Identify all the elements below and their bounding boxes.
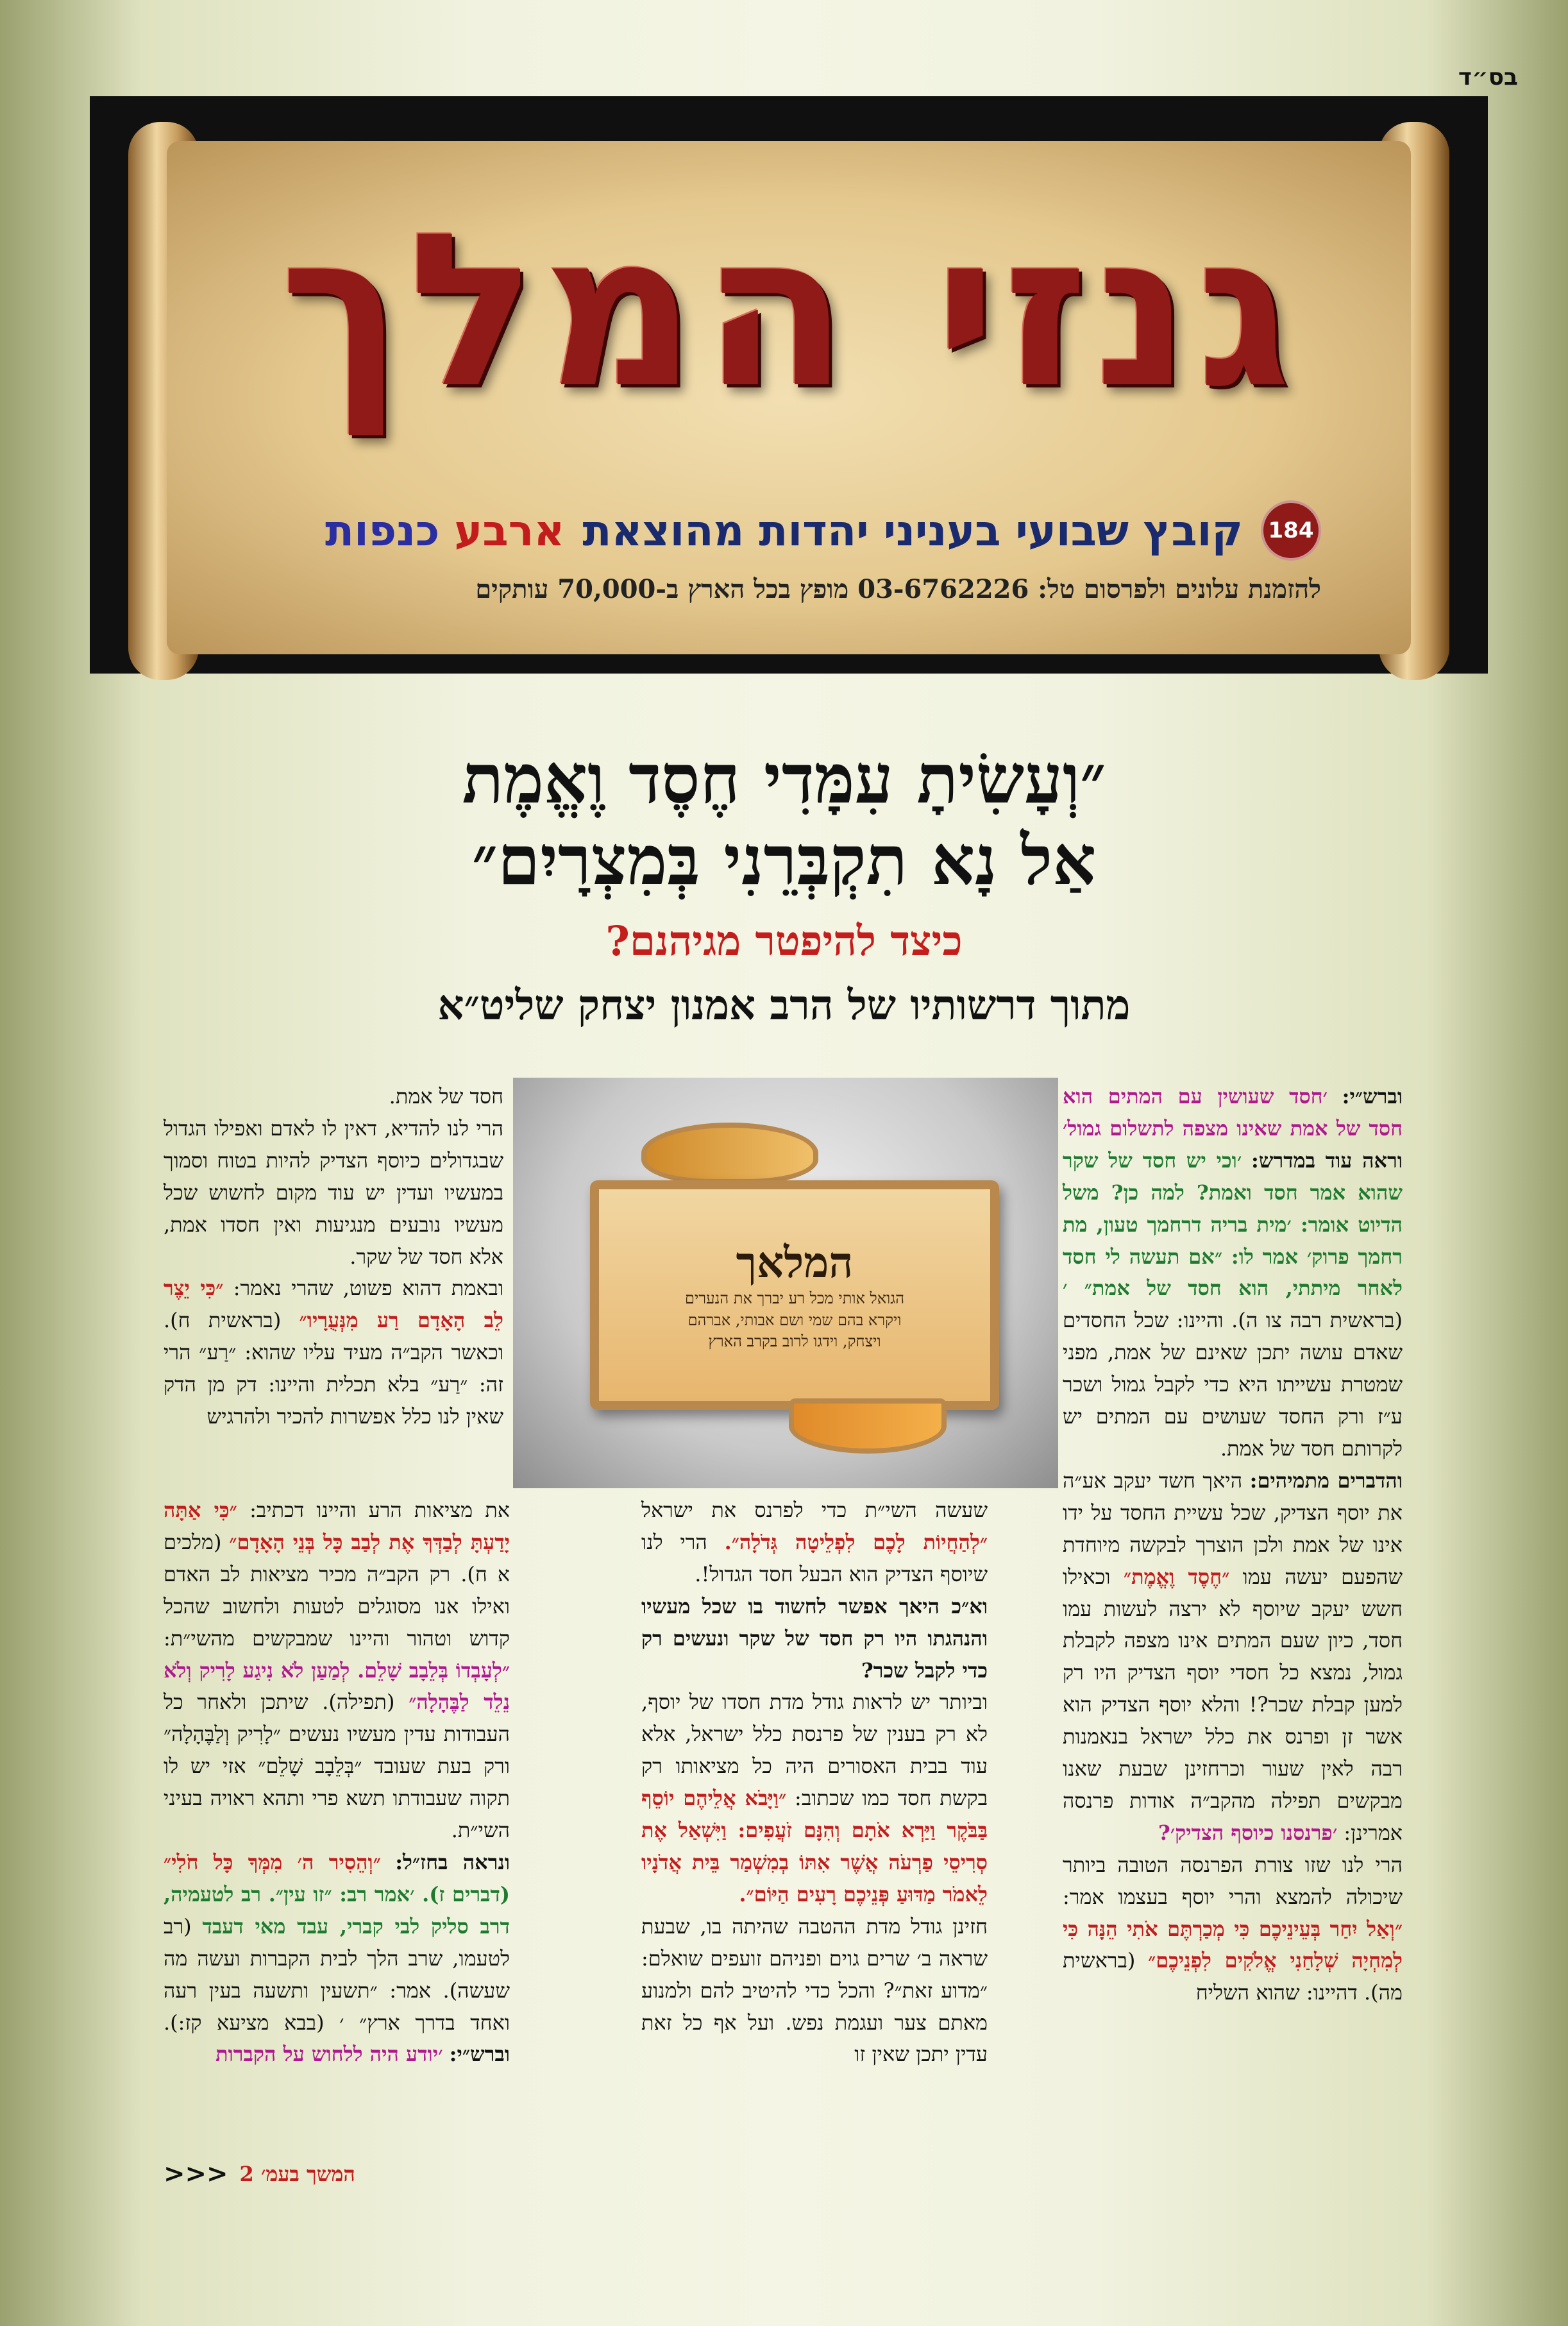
paragraph: והדברים מתמיהים: היאך חשד יעקב אע״ה את יוסף הצדיק, שכל עשיית החסד על ידו אינו של אמת ולכן הוצרך לבקשה מיוחדת שהפעם יעשה עמו ״חֶסֶד וֶאֱמֶת״ וכאילו חשש יעקב שיוסף לא ירצה לעשות עמו חסד, כיון שעם המתים אינו מצפה לקבלת גמול, נמצא כל חסדי יוסף הצדיק היו רק למען קבלת שכר?! והלא יוסף הצדיק הוא אשר זן ופרנס את כלל ישראל בנאמנות רבה לאין שעור וכרחזינן שבעת שאנו מבקשים תפילה מהקב״ה אודות פרנסה אמרינן: ׳פרנסנו כיוסף הצדיק׳?: [1063, 1468, 1403, 1845]
article-column-right: [1063, 1081, 1403, 2009]
paragraph: וביותר יש לראות גודל מדת חסדו של יוסף, לא רק בענין של פרנסת כלל ישראל, אלא עוד בבית האסורים היה כל מציאותו רק בקשת חסד כמו שכתוב: ״וַיָּבֹא אֲלֵיהֶם יוֹסֵף בַּבֹּקֶר וַיַּרְא אֹתָם וְהִנָּם זֹעֲפִים: וַיִּשְׁאַל אֶת סְרִיסֵי פַרְעֹה אֲשֶׁר אִתּוֹ בְמִשְׁמַר בֵּית אֲדֹנָיו לֵאמֹר מַדּוּעַ פְּנֵיכֶם רָעִים הַיּוֹם״.: [641, 1690, 988, 1906]
paragraph: שעשה השי״ת כדי לפרנס את ישראל ״לְהַחֲיוֹת לָכֶם לִפְלֵיטָה גְּדֹלָה״. הרי לנו שיוסף הצדיק הוא הבעל חסד הגדול!.: [641, 1498, 988, 1586]
subtitle: כיצד להיפטר מגיהנם?: [605, 917, 963, 965]
masthead: [90, 96, 1488, 674]
publisher-logo: ארבע כנפות: [325, 505, 565, 556]
tagline: קובץ שבועי בעניני יהדות מהוצאת: [582, 505, 1243, 556]
paragraph: חזינן גודל מדת ההטבה שהיתה בו, שבעת שראה ב׳ שרים גוים ופניהם זועפים שואלם: ״מדוע זאת״? והכל כדי להיטיב להם ולמנוע מאתם צער ועגמת נפש. ועל אף כל זאת עדין יתכן שאין זו: [641, 1914, 988, 2067]
issue-number-badge: 184: [1261, 500, 1321, 561]
advertising-line: להזמנת עלונים ולפרסום טל: 03-6762226 מופץ בכל הארץ ב-70,000 עותקים: [475, 574, 1321, 604]
byline: מתוך דרשותיו של הרב אמנון יצחק שליט״א: [437, 981, 1131, 1030]
arrows-icon: <<<: [164, 2159, 228, 2189]
article-column-middle: [641, 1495, 988, 2071]
paragraph: חסד של אמת.: [389, 1084, 503, 1108]
newsletter-title: גנזי המלך: [280, 188, 1298, 434]
paragraph: וא״כ היאך אפשר לחשוד בו שכל מעשיו והנהגתו היו רק חסד של שקר ונעשים רק כדי לקבל שכר?: [641, 1593, 988, 1683]
paragraph: את מציאות הרע והיינו דכתיב: ״כִּי אַתָּה יָדַעְתָּ לְבַדְּךָ אֶת לְבַב כָּל בְּנֵי הָאָדָם״ (מלכים א ח). רק הקב״ה מכיר מציאות לב האדם ואילו אנו מסוגלים לטעות ולחשוב שהכל קדוש וטהור והיינו שמבקשים מהשי״ת: ״לְעָבְדוֹ בְּלֵבָב שָׁלֵם. לְמַעַן לֹא נִיגַע לָרִיק וְלֹא נֵלֵד לַבֶּהָלָה״ (תפילה). שיתכן ולאחר כל העבודות עדין מעשיו נעשים ״לָרִיק וְלַבֶּהָלָה״ ורק בעת שעובד ״בְּלֵבָב שָׁלֵם״ אזי יש לו תקוה שעבודתו תשא פרי ותהא ראויה בעיני השי״ת.: [164, 1498, 510, 1843]
article-column-left-top: [164, 1081, 503, 1433]
paragraph: ובאמת דהוא פשוט, שהרי נאמר: ״כִּי יֵצֶר לֵב הָאָדָם רַע מִנְּעֻרָיו״ (בראשית ח). וכאשר הקב״ה מעיד עליו שהוא: ״רַע״ הרי זה: ״רַע״ בלא תכלית והיינו: דק מן הדק שאין לנו כלל אפשרות להכיר ולהרגיש: [164, 1276, 504, 1429]
article-column-left-bottom: [164, 1495, 510, 2071]
plaque-ornament-bottom: [789, 1398, 947, 1454]
bsd-mark: בס״ד: [1458, 64, 1518, 90]
plaque-ornament-top: [641, 1123, 818, 1184]
plaque: המלאך הגואל אותי מכל רע יברך את הנערים ויקרא בהם שמי ושם אבותי, אברהם ויצחק, וידגו לרוב בקרב הארץ: [590, 1180, 999, 1410]
continued-label: המשך בעמ׳ 2: [239, 2161, 355, 2186]
paragraph: הרי לנו להדיא, דאין לו לאדם ואפילו הגדול שבגדולים כיוסף הצדיק להיות בטוח וסמוך במעשיו ועדין יש עוד מקום לחשוש שכל מעשיו נובעים מנגיעות ואין חסדו אמת, אלא חסד של שקר.: [164, 1116, 503, 1269]
paragraph: הרי לנו שזו צורת הפרנסה הטובה ביותר שיכולה להמצא והרי יוסף בעצמו אמר: ״וְאַל יִחַר בְּעֵינֵיכֶם כִּי מְכַרְתֶּם אֹתִי הֵנָּה כִּי לְמִחְיָה שְׁלָחַנִי אֱלֹקִים לִפְנֵיכֶם״ (בראשית מה). דהיינו: שהוא השליח: [1063, 1852, 1403, 2005]
plaque-photo: [513, 1078, 1058, 1488]
main-headline: ״וְעָשִׂיתָ עִמָּדִי חֶסֶד וֶאֱמֶת אַל נָא תִקְבְּרֵנִי בְּמִצְרָיִם״: [462, 738, 1106, 901]
tagline-row: [325, 500, 1321, 561]
paragraph: וברש״י: ׳חסד שעושין עם המתים הוא חסד של אמת שאינו מצפה לתשלום גמול׳ וראה עוד במדרש: ׳וכי יש חסד של שקר שהוא אמר חסד ואמת? למה כן? משל הדיוט אומר: ׳מית בריה דרחמך טעון, מת רחמך פרוק׳ אמר לו: ״אם תעשה לי חסד לאחר מיתתי, הוא חסד של אמת״ ׳ (בראשית רבה צו ה). והיינו: שכל החסדים שאדם עושה יתכן שאינם של אמת, מפני שמטרת עשייתו היא כדי לקבל גמול ושכר ע״ז ורק החסד שעושים עם המתים יש לקרותם חסד של אמת.: [1063, 1084, 1403, 1461]
paragraph: ונראה בחז״ל: ״וְהֵסִיר ה׳ מִמְּךָ כָּל חֹלִי״ (דברים ז). ׳אמר רב: ״זו עין״. רב לטעמיה, דרב סליק לבי קברי, עבד מאי דעבד (רב לטעמו, שרב הלך לבית הקברות ועשה מה שעשה). אמר: ״תשעין ותשעה בעין רעה ואחד בדרך ארץ״ ׳ (בבא מציעא קז:). וברש״י: ׳יודע היה ללחוש על הקברות: [164, 1849, 510, 2067]
continued-note: [164, 2159, 355, 2189]
